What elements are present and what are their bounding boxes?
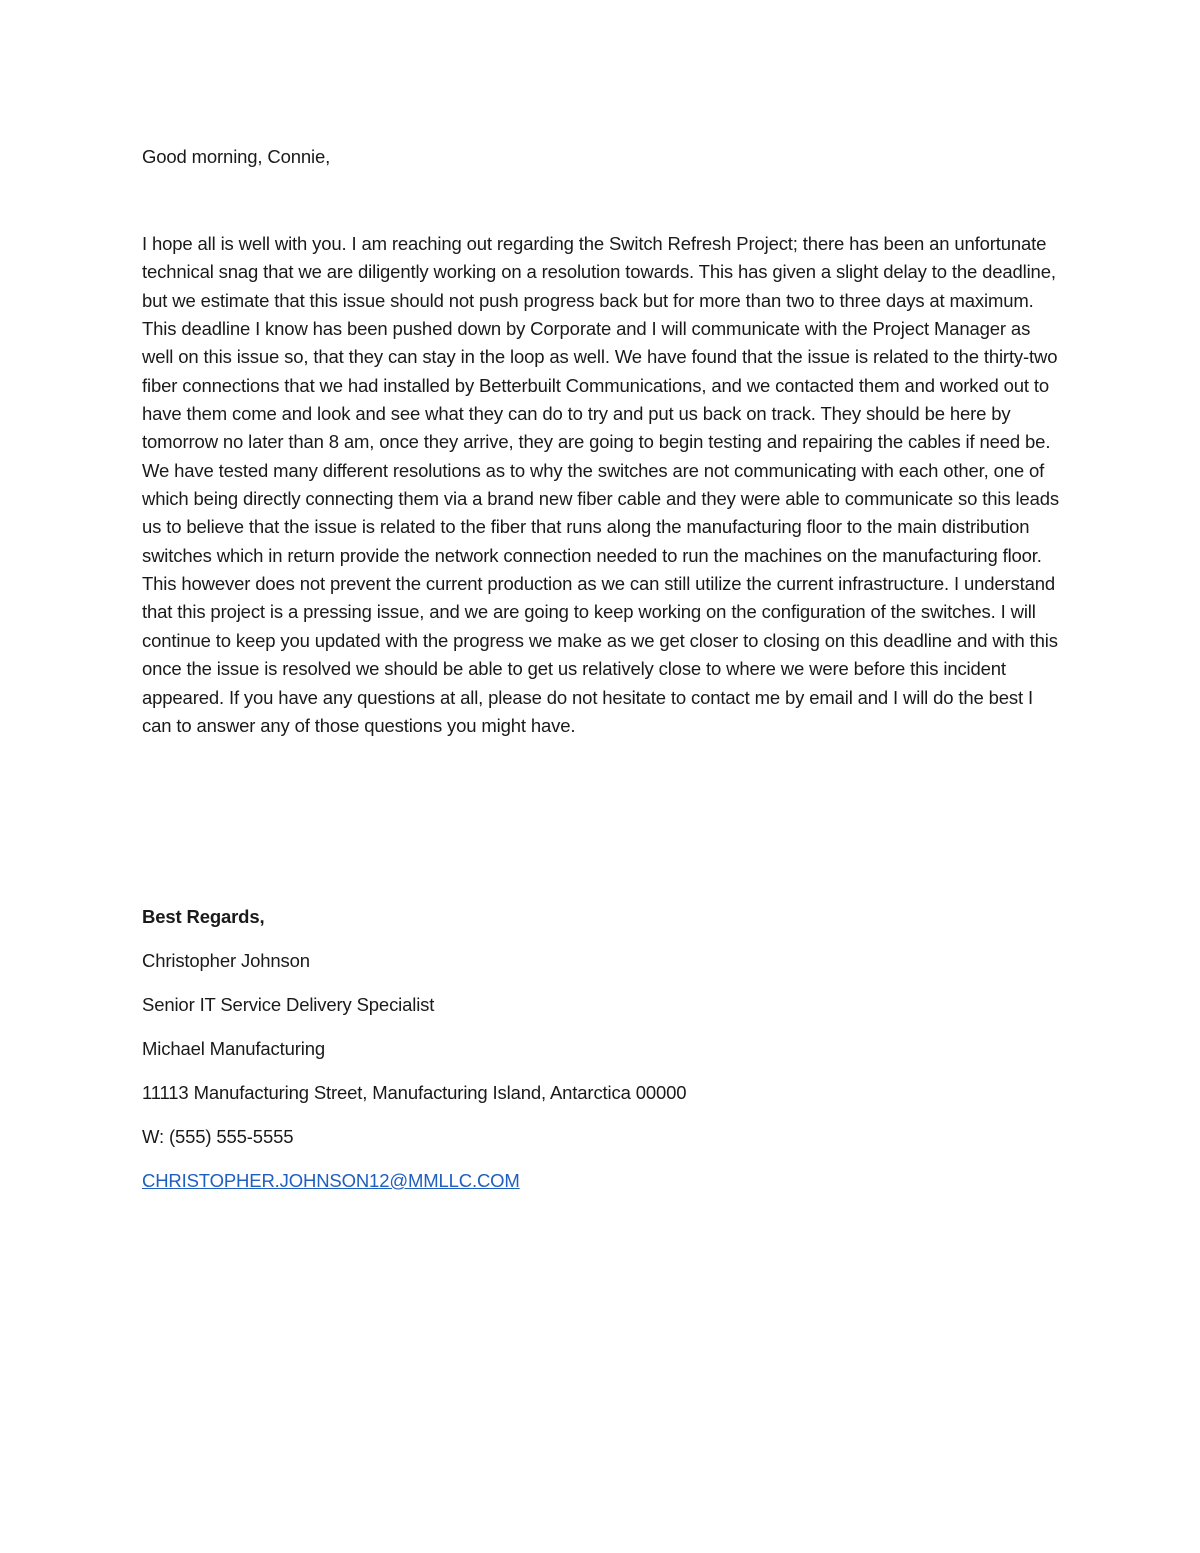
signature-email-link[interactable]: CHRISTOPHER.JOHNSON12@MMLLC.COM	[142, 1170, 520, 1191]
letter-greeting: Good morning, Connie,	[142, 146, 331, 167]
signature-closing: Best Regards,	[142, 906, 265, 927]
signature-address: 11113 Manufacturing Street, Manufacturing Island, Antarctica 00000	[142, 1082, 687, 1103]
signature-phone: W: (555) 555-5555	[142, 1126, 294, 1147]
signature-title: Senior IT Service Delivery Specialist	[142, 994, 435, 1015]
signature-company: Michael Manufacturing	[142, 1038, 325, 1059]
signature-name: Christopher Johnson	[142, 950, 310, 971]
letter-body: I hope all is well with you. I am reaching out regarding the Switch Refresh Project; there has been an unfortunate technical snag that we are diligently working on a resolution towards. This has given a slight delay to the deadline, but we estimate that this issue should not push progress back but for more than two to three days at maximum. This deadline I know has been pushed down by Corporate and I will communicate with the Project Manager as well on this issue so, that they can stay in the loop as well. We have found that the issue is related to the thirty-two fiber connections that we had installed by Betterbuilt Communications, and we contacted them and worked out to have them come and look and see what they can do to try and put us back on track. They should be here by tomorrow no later than 8 am, once they arrive, they are going to begin testing and repairing the cables if need be. We have tested many different resolutions as to why the switches are not communicating with each other, one of which being directly connecting them via a brand new fiber cable and they were able to communicate so this leads us to believe that the issue is related to the fiber that runs along the manufacturing floor to the main distribution switches which in return provide the network connection needed to run the machines on the manufacturing floor. This however does not prevent the current production as we can still utilize the current infrastructure. I understand that this project is a pressing issue, and we are going to keep working on the configuration of the switches. I will continue to keep you updated with the progress we make as we get closer to closing on this deadline and with this once the issue is resolved we should be able to get us relatively close to where we were before this incident appeared. If you have any questions at all, please do not hesitate to contact me by email and I will do the best I can to answer any of those questions you might have.	[142, 233, 1059, 736]
